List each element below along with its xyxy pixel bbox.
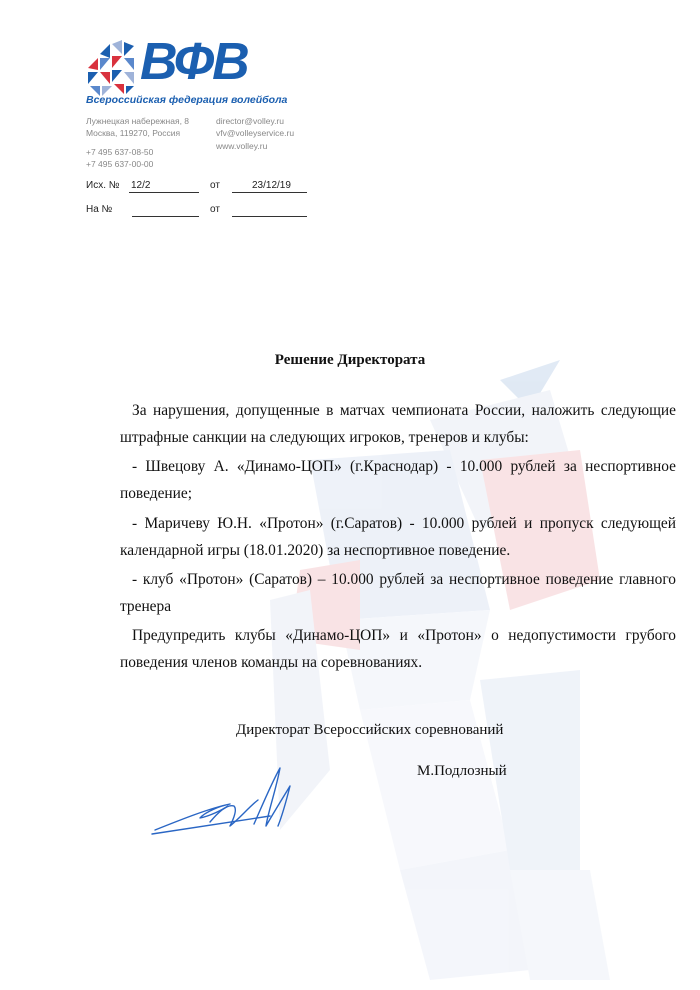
sanction-item-3: - клуб «Протон» (Саратов) – 10.000 рублей за неспортивное поведение главного тренера — [120, 571, 676, 615]
incoming-date-label: от — [210, 204, 220, 215]
outgoing-number-label: Исх. № — [86, 180, 120, 191]
logo-text: ВФВ — [140, 33, 248, 91]
address-line-2: Москва, 119270, Россия — [86, 128, 181, 138]
outgoing-number-line — [129, 192, 199, 193]
intro-paragraph: За нарушения, допущенные в матчах чемпионата России, наложить следующие штрафные санкции на следующих игроков, тренеров и клубы: — [120, 402, 676, 446]
handwritten-signature — [150, 760, 320, 840]
phone-2: +7 495 637-00-00 — [86, 159, 154, 169]
incoming-number-label: На № — [86, 204, 113, 215]
outgoing-number: 12/2 — [131, 180, 151, 191]
incoming-date-line — [232, 216, 307, 217]
logo-mosaic-icon — [88, 40, 134, 96]
signatory-name: М.Подлозный — [417, 763, 507, 779]
document-title: Решение Директората — [274, 352, 426, 368]
organization-name: Всероссийская федерация волейбола — [86, 94, 288, 106]
signatory-organization: Директорат Всероссийских соревнований — [236, 722, 504, 738]
phone-1: +7 495 637-08-50 — [86, 147, 154, 157]
incoming-number-line — [132, 216, 199, 217]
email-1: director@volley.ru — [216, 116, 284, 126]
outgoing-date-label: от — [210, 180, 220, 191]
outgoing-date: 23/12/19 — [252, 180, 291, 191]
website: www.volley.ru — [216, 141, 268, 151]
email-2: vfv@volleyservice.ru — [216, 128, 295, 138]
sanction-item-2: - Маричеву Ю.Н. «Протон» (г.Саратов) - 10.000 рублей и пропуск следующей календарной игры (18.01.2020) за неспортивное поведение. — [120, 515, 676, 559]
address-line-1: Лужнецкая набережная, 8 — [86, 116, 190, 126]
warning-paragraph: Предупредить клубы «Динамо-ЦОП» и «Протон» о недопустимости грубого поведения членов команды на соревнованиях. — [120, 627, 676, 671]
outgoing-date-line — [232, 192, 307, 193]
sanction-item-1: - Швецову А. «Динамо-ЦОП» (г.Краснодар) - 10.000 рублей за неспортивное поведение; — [120, 458, 676, 502]
